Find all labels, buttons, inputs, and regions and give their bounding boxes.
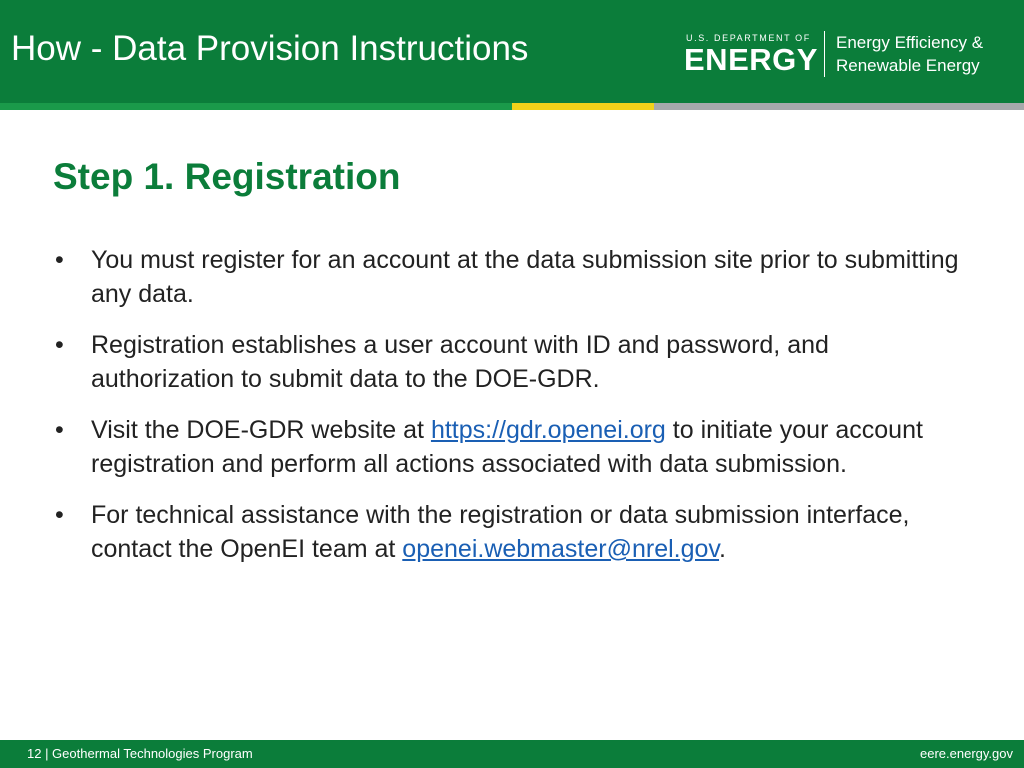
slide-footer — [0, 740, 1024, 768]
eere-office-name — [836, 31, 983, 77]
bullet-item — [53, 328, 973, 396]
bullet-item — [53, 413, 973, 481]
bullet-text: You must register for an account at the data submission site prior to submitting any data. — [91, 246, 959, 308]
gdr-website-link[interactable]: https://gdr.openei.org — [430, 416, 666, 444]
bullet-item — [53, 243, 973, 311]
bullet-marker: • — [55, 416, 64, 444]
accent-stripe-green — [0, 103, 512, 110]
slide-title: How - Data Provision Instructions — [11, 29, 529, 68]
bullet-marker: • — [55, 501, 64, 529]
bullet-text-after-link: to initiate your account registration and perform all actions associated with data submission. — [91, 416, 923, 478]
eere-office-line1: Energy Efficiency & — [836, 33, 984, 52]
bullet-text-after-link: . — [719, 535, 726, 563]
bullet-marker: • — [55, 331, 64, 359]
accent-stripe-gray — [654, 103, 1024, 110]
accent-stripe-yellow — [512, 103, 654, 110]
bullet-text-before-link: For technical assistance with the registration or data submission interface, contact the OpenEI team at — [91, 501, 910, 563]
doe-logo-energy: ENERGY — [684, 42, 818, 77]
bullet-item — [53, 498, 973, 566]
footer-page-program: 12 | Geothermal Technologies Program — [27, 746, 253, 761]
bullet-marker: • — [55, 246, 64, 274]
footer-website: eere.energy.gov — [920, 746, 1013, 761]
bullet-text-before-link: Visit the DOE-GDR website at — [91, 416, 431, 444]
webmaster-email-link[interactable]: openei.webmaster@nrel.gov — [402, 535, 720, 563]
bullet-text: Registration establishes a user account with ID and password, and authorization to submit data to the DOE-GDR. — [91, 331, 829, 393]
doe-logo-department: U.S. DEPARTMENT OF — [686, 33, 811, 43]
step-heading: Step 1. Registration — [53, 156, 401, 197]
slide-header — [0, 0, 1024, 103]
eere-office-line2: Renewable Energy — [836, 56, 980, 75]
logo-divider — [824, 31, 825, 77]
bullet-list — [53, 243, 973, 583]
